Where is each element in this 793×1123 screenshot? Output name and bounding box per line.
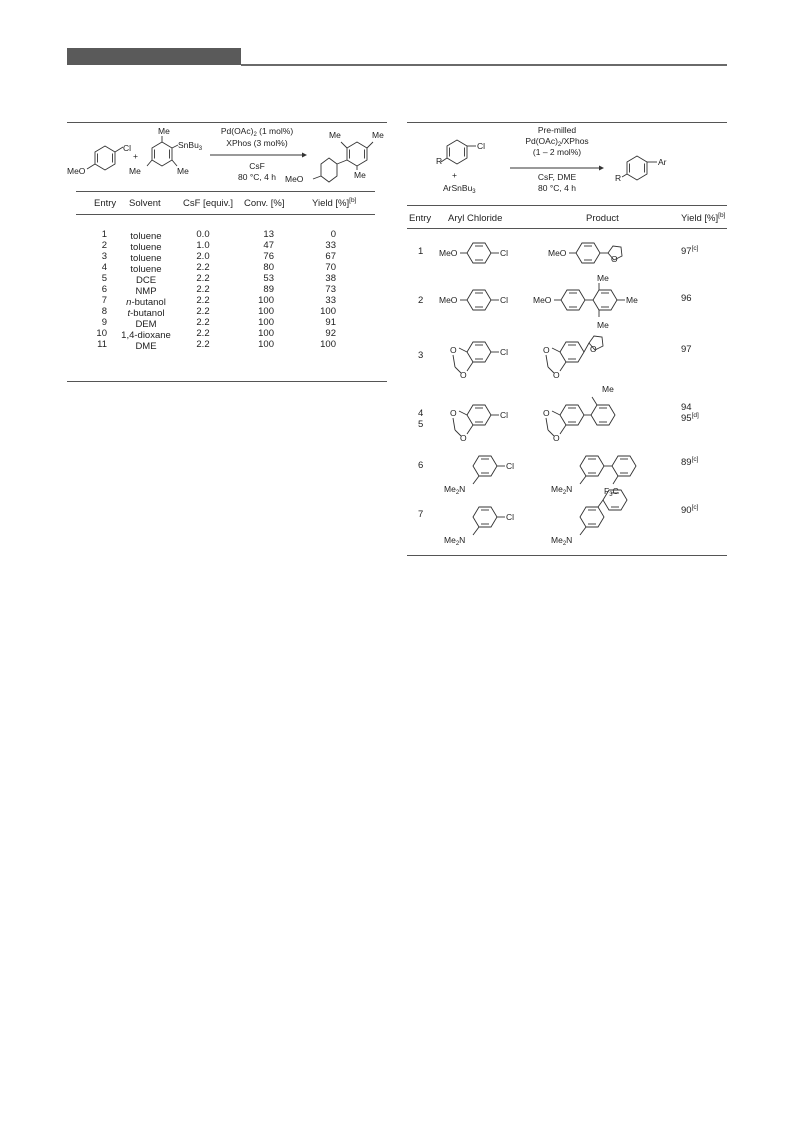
col-entry: Entry [409,213,432,224]
aryl-chloride-generic-structure [436,140,485,195]
row1-product [548,243,622,264]
svg-text:Cl: Cl [500,248,509,258]
right-scheme-rule [407,205,727,206]
me2n-label: $Me_2N$ [551,484,573,496]
svg-text:Cl: Cl [500,295,509,305]
col-yield: Yield [%][b] [681,211,726,224]
svg-text:MeO: MeO [439,248,458,258]
ar-label: Ar [658,157,667,167]
svg-text:MeO: MeO [439,295,458,305]
conditions-premilled: Pre-milled [537,125,577,135]
right-structures [437,232,677,552]
entry-number: 1 [418,246,424,257]
right-bottom-rule [407,555,727,556]
right-header-rule [407,228,727,229]
entry-number: 3 [418,350,424,361]
row6-aryl-chloride [444,456,514,496]
conditions-temp: 80 °C, 4 h [238,172,276,182]
row3-product [543,336,603,380]
row6-product [551,456,636,498]
svg-text:O: O [543,408,550,418]
svg-text:O: O [611,254,618,264]
svg-text:O: O [460,370,467,380]
arrow-head [599,166,604,171]
svg-text:Me: Me [597,273,609,283]
me-top-label: Me [158,126,170,136]
row3-aryl-chloride [450,342,508,380]
entry-number: 4 [418,408,424,419]
conditions-catalyst: $Pd(OAc)_2$ (1 mol%) [220,126,294,138]
conditions-catalyst: $Pd(OAc)_2$/XPhos [525,136,589,148]
svg-text:O: O [553,433,560,443]
me-left-label: Me [129,166,141,176]
row45-aryl-chloride [450,405,508,443]
svg-text:Cl: Cl [506,461,515,471]
col-csf: CsF [equiv.] [183,198,233,209]
r-label: R [615,173,622,183]
col-solvent: Solvent [129,198,161,209]
arrow-head [302,153,307,158]
right-top-rule [407,122,727,123]
prod-meo: MeO [285,174,304,184]
entry-number: 7 [418,509,424,520]
left-bottom-rule [67,381,387,382]
left-scheme-rule [76,191,375,192]
product-biaryl-structure [285,130,384,184]
row1-aryl-chloride [439,243,508,263]
mesitylstannane-structure [129,126,203,176]
prod-me-top-left: Me [329,130,341,140]
col-conv: Conv. [%] [244,198,285,209]
prod-me-bottom: Me [354,170,366,180]
svg-text:O: O [543,345,550,355]
yield-value: 95[d] [681,411,699,424]
entry-number: 6 [418,460,424,471]
row7-aryl-chloride [444,507,514,547]
conditions-loading: (1 – 2 mol%) [532,147,582,157]
col-product: Product [586,213,619,224]
conditions-base: CsF [249,161,265,171]
svg-text:MeO: MeO [548,248,567,258]
me2n-label: $Me_2N$ [444,535,466,547]
yield-value: 89[c] [681,455,699,468]
svg-text:O: O [460,433,467,443]
conditions-ligand: XPhos (3 mol%) [226,138,288,148]
f3c-label: $F_3C$ [604,486,619,498]
header-bar [67,48,241,65]
col-yield: Yield [%][b] [312,196,357,209]
arsnbu3-label: ArSnBu$_3$ [443,183,476,195]
snbu3-label: SnBu$_3$ [178,140,203,152]
svg-text:Cl: Cl [500,347,509,357]
svg-text:Me: Me [626,295,638,305]
svg-text:Cl: Cl [506,512,515,522]
svg-text:O: O [450,345,457,355]
yield-value: 97[c] [681,244,699,257]
row7-product [551,490,627,547]
svg-text:O: O [450,408,457,418]
svg-text:MeO: MeO [533,295,552,305]
plus-sign: + [452,170,457,180]
biaryl-generic-product [615,156,667,183]
prod-me-top-right: Me [372,130,384,140]
svg-text:O: O [590,344,597,354]
left-reaction-scheme [67,124,387,190]
row2-aryl-chloride [439,290,508,310]
yield-value: 97 [681,344,692,355]
cl-label: Cl [477,141,486,151]
svg-text:Me: Me [602,384,614,394]
row2-product [533,273,638,330]
plus-sign: + [133,151,138,161]
row45-product [543,384,615,443]
me2n-label: $Me_2N$ [551,535,573,547]
chloroanisole-structure [67,143,131,176]
me2n-label: $Me_2N$ [444,484,466,496]
svg-text:Cl: Cl [500,410,509,420]
r-label: R [436,156,443,166]
left-top-rule [67,122,387,123]
yield-value: 96 [681,293,692,304]
cl-label: Cl [123,143,132,153]
entry-number: 5 [418,419,424,430]
yield-value: 90[c] [681,503,699,516]
svg-text:O: O [553,370,560,380]
yield-value: 94 [681,402,692,413]
right-reaction-scheme [407,124,727,202]
col-entry: Entry [94,198,117,209]
svg-text:Me: Me [597,320,609,330]
header-rule [241,64,727,66]
col-aryl-chloride: Aryl Chloride [448,213,503,224]
meo-label: MeO [67,166,86,176]
left-header-rule [76,214,375,215]
conditions-base: CsF, DME [537,172,577,182]
conditions-temp: 80 °C, 4 h [538,183,576,193]
entry-number: 2 [418,295,424,306]
me-right-label: Me [177,166,189,176]
